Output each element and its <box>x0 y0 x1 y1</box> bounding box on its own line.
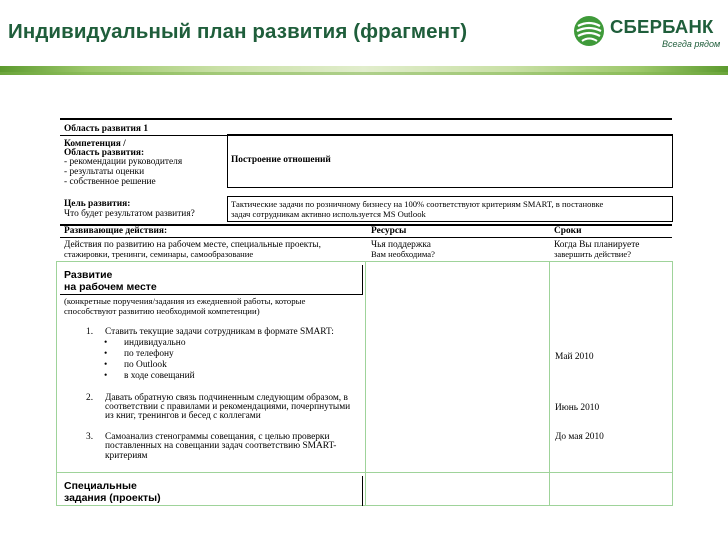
special-title-1: Специальные <box>64 480 137 492</box>
resources-desc-1: Чья поддержка <box>371 240 431 250</box>
deadlines-desc-2: завершить действие? <box>554 249 632 259</box>
goal-value-line-2: задач сотрудникам активно используется MS Outlook <box>231 209 426 219</box>
page-title: Индивидуальный план развития (фрагмент) <box>8 20 468 43</box>
competency-source-3: - собственное решение <box>64 177 156 187</box>
workplace-title-1: Развитие <box>64 269 113 281</box>
table-right-line <box>672 261 673 506</box>
item-1-text: Ставить текущие задачи сотрудникам в формате SMART: <box>105 327 334 337</box>
competency-value: Построение отношений <box>231 155 331 165</box>
deadlines-desc-1: Когда Вы планируете <box>554 240 640 250</box>
workplace-title-rule <box>60 294 363 295</box>
item-2-line-3: из книг, тренингов и бесед с коллегами <box>105 411 261 421</box>
goal-value-line-1: Тактические задачи по розничному бизнесу на 100% соответствуют критериям SMART, в постановке <box>231 199 604 209</box>
item-3-line-2: поставленных на совещании задач соответствию SMART- <box>105 441 337 451</box>
top-rule <box>60 118 672 120</box>
item-2-number: 2. <box>86 393 94 403</box>
item-1-bullet-2: по телефону <box>124 349 174 359</box>
special-title-2: задания (проекты) <box>64 492 161 504</box>
item-3-deadline: До мая 2010 <box>555 432 604 442</box>
workplace-note-1: (конкретные поручения/задания из ежедневной работы, которые <box>64 296 306 306</box>
item-2-line-2: соответствии с правилами и рекомендациями, почерпнутыми <box>105 402 351 412</box>
bullet-icon: • <box>104 360 108 370</box>
special-title-divider <box>362 476 363 506</box>
table-bottom-line <box>56 505 673 506</box>
competency-source-1: - рекомендации руководителя <box>64 157 183 167</box>
table-row-line <box>56 472 673 473</box>
columns-title-rule <box>60 237 672 238</box>
item-3-line-1: Самоанализ стенограммы совещания, с целью проверки <box>105 432 330 442</box>
item-1-bullet-4: в ходе совещаний <box>124 371 195 381</box>
item-3-line-3: критериям <box>105 451 148 461</box>
item-1-deadline: Май 2010 <box>555 352 594 362</box>
competency-source-2: - результаты оценки <box>64 167 145 177</box>
resources-desc-2: Вам необходима? <box>371 249 435 259</box>
bullet-icon: • <box>104 349 108 359</box>
deadlines-title: Сроки <box>554 226 582 236</box>
goal-label: Цель развития: <box>64 199 131 209</box>
item-2-deadline: Июнь 2010 <box>555 403 600 413</box>
competency-label-1: Компетенция / <box>64 139 126 149</box>
actions-title: Развивающие действия: <box>64 226 168 236</box>
table-col-line-1 <box>365 261 366 506</box>
workplace-note-2: способствуют развитию необходимой компетенции) <box>64 306 260 316</box>
item-1-number: 1. <box>86 327 94 337</box>
table-left-line <box>56 261 57 506</box>
logo-tagline: Всегда рядом <box>662 39 721 49</box>
actions-desc-2: стажировки, тренинги, семинары, самообразование <box>64 249 254 259</box>
goal-question: Что будет результатом развития? <box>64 209 195 219</box>
workplace-title-2: на рабочем месте <box>64 281 157 293</box>
actions-desc-1: Действия по развитию на рабочем месте, специальные проекты, <box>64 240 321 250</box>
area-label: Область развития 1 <box>64 124 149 134</box>
competency-label-2: Область развития: <box>64 148 145 158</box>
table-col-line-2 <box>549 261 550 506</box>
item-1-bullet-1: индивидуально <box>124 338 186 348</box>
logo-name: СБЕРБАНК <box>610 16 714 37</box>
bullet-icon: • <box>104 371 108 381</box>
item-2-line-1: Давать обратную связь подчиненным следующим образом, в <box>105 393 348 403</box>
item-3-number: 3. <box>86 432 94 442</box>
resources-title: Ресурсы <box>371 226 407 236</box>
bullet-icon: • <box>104 338 108 348</box>
item-1-bullet-3: по Outlook <box>124 360 167 370</box>
workplace-title-divider <box>362 265 363 295</box>
